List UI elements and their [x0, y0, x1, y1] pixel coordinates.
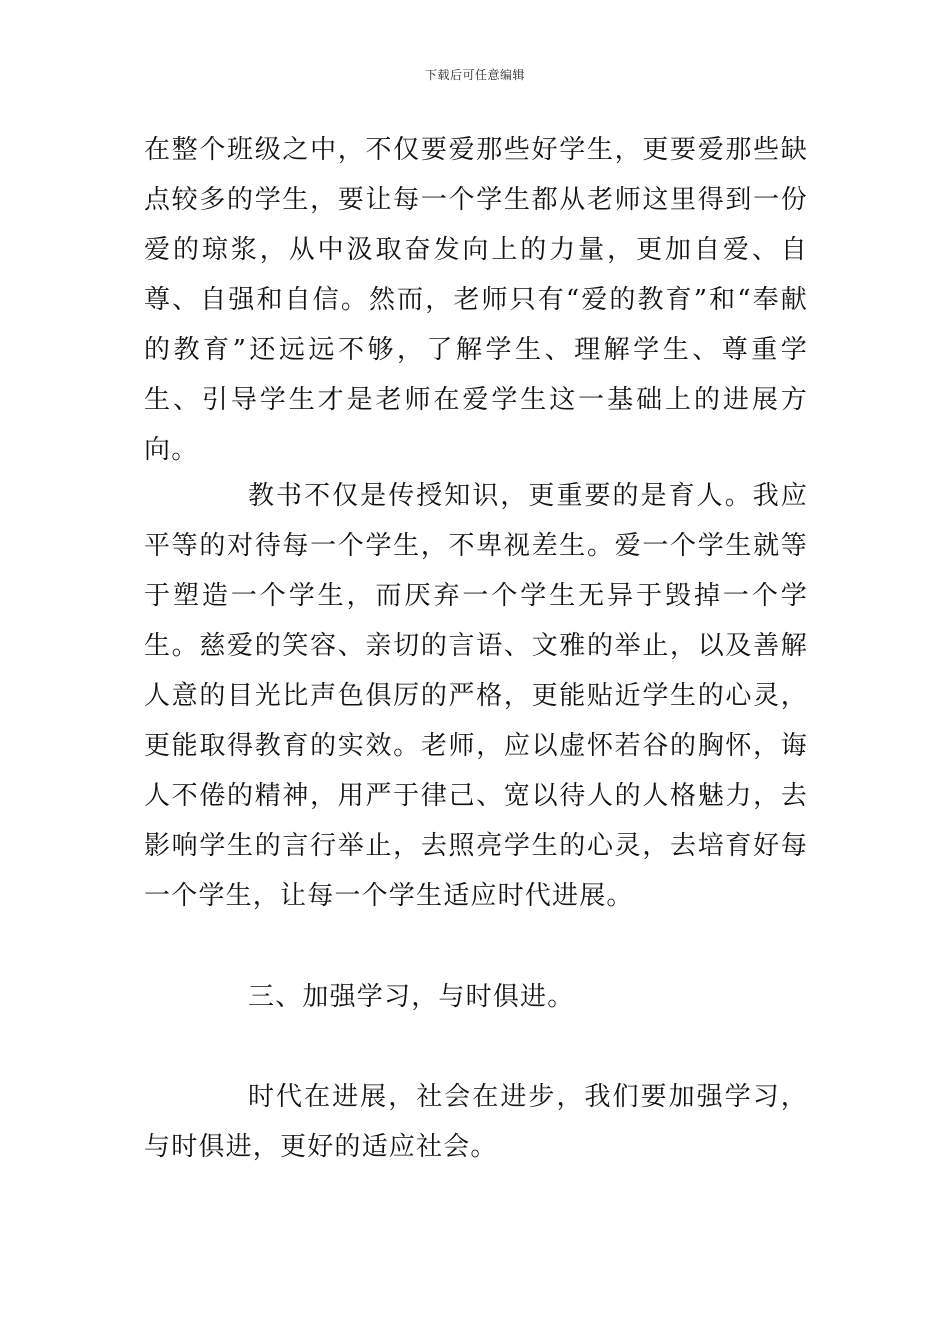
section-heading: 三、加强学习，与时俱进。	[248, 982, 575, 1012]
paragraph-3: 时代在进展，社会在进步，我们要加强学习，与时俱进，更好的适应社会。	[144, 1082, 808, 1162]
header-note: 下载后可任意编辑	[424, 68, 525, 82]
paragraph-2: 教书不仅是传授知识，更重要的是育人。我应平等的对待每一个学生，不卑视差生。爱一个学生就等于塑造一个学生，而厌弃一个学生无异于毁掉一个学生。慈爱的笑容、亲切的言语、文雅的举止，以及善解人意的目光比声色俱厉的严格，更能贴近学生的心灵，更能取得教育的实效。老师，应以虚怀若谷的胸怀，诲人不倦的精神，用严于律己、宽以待人的人格魅力，去影响学生的言行举止，去照亮学生的心灵，去培育好每一个学生，让每一个学生适应时代进展。	[144, 481, 808, 911]
paragraph-1: 在整个班级之中，不仅要爱那些好学生，更要爱那些缺点较多的学生，要让每一个学生都从老师这里得到一份爱的琼浆，从中汲取奋发向上的力量，更加自爱、自尊、自强和自信。然而，老师只有“爱的教育”和“奉献的教育”还远远不够，了解学生、理解学生、尊重学生、引导学生才是老师在爱学生这一基础上的进展方向。	[144, 135, 808, 465]
